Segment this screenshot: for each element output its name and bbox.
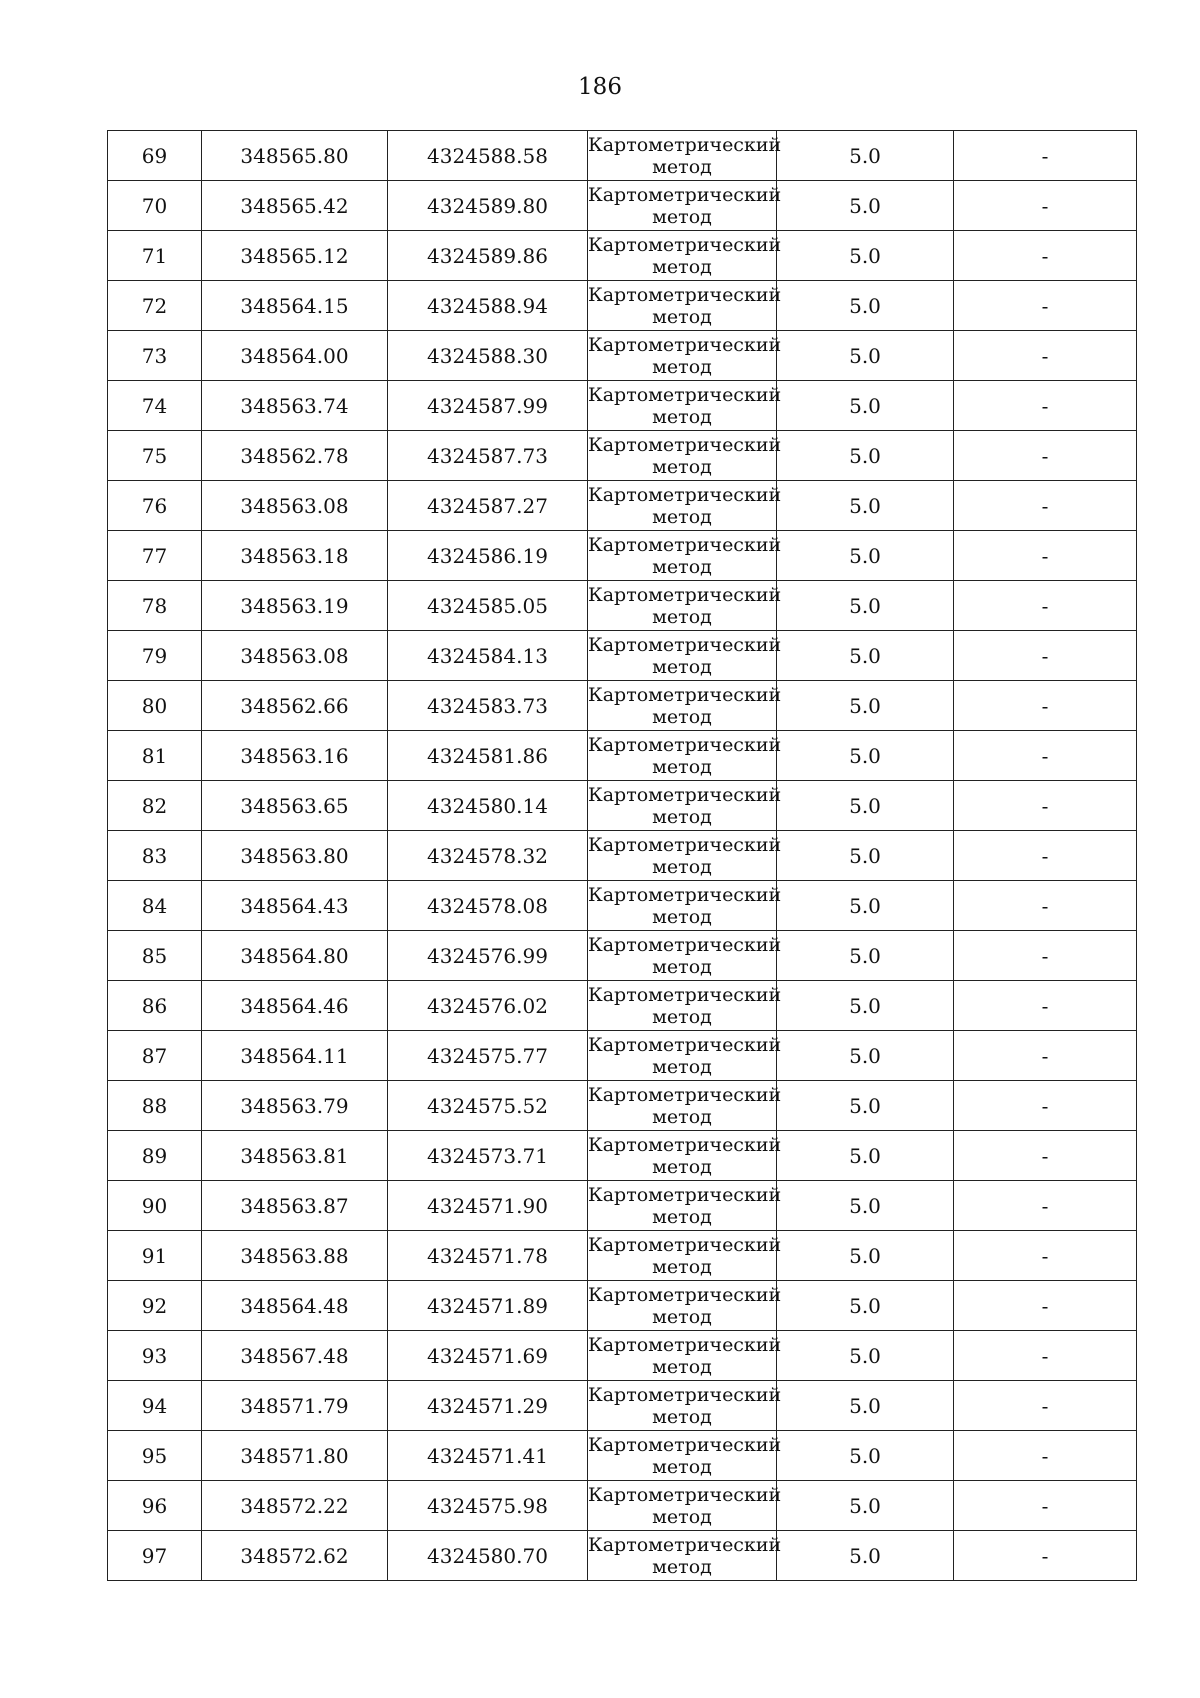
x-coordinate-cell: 348563.80: [202, 831, 388, 881]
method-cell: [588, 931, 782, 981]
method-line-2: метод: [652, 1506, 712, 1528]
method-line-1: Картометрический: [588, 1034, 782, 1056]
method-line-1: Картометрический: [588, 584, 782, 606]
table-row: [108, 281, 1137, 331]
table-row: [108, 581, 1137, 631]
table-row: [108, 931, 1137, 981]
accuracy-cell: 5.0: [777, 1231, 954, 1281]
table-row: [108, 1431, 1137, 1481]
point-number-cell: 78: [108, 581, 202, 631]
method-line-1: Картометрический: [588, 134, 782, 156]
note-cell: -: [954, 1181, 1137, 1231]
y-coordinate-cell: 4324571.29: [388, 1381, 588, 1431]
table-row: [108, 331, 1137, 381]
y-coordinate-cell: 4324575.52: [388, 1081, 588, 1131]
x-coordinate-cell: 348571.80: [202, 1431, 388, 1481]
method-line-1: Картометрический: [588, 1184, 782, 1206]
point-number-cell: 96: [108, 1481, 202, 1531]
accuracy-cell: 5.0: [777, 631, 954, 681]
note-cell: -: [954, 1131, 1137, 1181]
table-row: [108, 1531, 1137, 1581]
accuracy-cell: 5.0: [777, 731, 954, 781]
x-coordinate-cell: 348563.19: [202, 581, 388, 631]
method-line-2: метод: [652, 956, 712, 978]
accuracy-cell: 5.0: [777, 231, 954, 281]
point-number-cell: 82: [108, 781, 202, 831]
method-line-1: Картометрический: [588, 184, 782, 206]
method-line-1: Картометрический: [588, 1084, 782, 1106]
table-row: [108, 131, 1137, 181]
point-number-cell: 72: [108, 281, 202, 331]
point-number-cell: 75: [108, 431, 202, 481]
accuracy-cell: 5.0: [777, 1431, 954, 1481]
table-row: [108, 881, 1137, 931]
note-cell: -: [954, 1281, 1137, 1331]
method-line-1: Картометрический: [588, 1384, 782, 1406]
note-cell: -: [954, 231, 1137, 281]
y-coordinate-cell: 4324571.78: [388, 1231, 588, 1281]
point-number-cell: 79: [108, 631, 202, 681]
x-coordinate-cell: 348563.87: [202, 1181, 388, 1231]
method-line-2: метод: [652, 656, 712, 678]
x-coordinate-cell: 348563.79: [202, 1081, 388, 1131]
method-line-2: метод: [652, 1206, 712, 1228]
accuracy-cell: 5.0: [777, 181, 954, 231]
x-coordinate-cell: 348564.80: [202, 931, 388, 981]
method-cell: [588, 981, 782, 1031]
table-row: [108, 1331, 1137, 1381]
method-cell: [588, 1181, 782, 1231]
accuracy-cell: 5.0: [777, 681, 954, 731]
y-coordinate-cell: 4324586.19: [388, 531, 588, 581]
method-cell: [588, 181, 782, 231]
page-number: 186: [578, 74, 622, 100]
point-number-cell: 71: [108, 231, 202, 281]
method-line-1: Картометрический: [588, 984, 782, 1006]
y-coordinate-cell: 4324587.73: [388, 431, 588, 481]
method-cell: [588, 831, 782, 881]
method-line-2: метод: [652, 1356, 712, 1378]
method-line-1: Картометрический: [588, 684, 782, 706]
table-row: [108, 481, 1137, 531]
point-number-cell: 92: [108, 1281, 202, 1331]
y-coordinate-cell: 4324588.94: [388, 281, 588, 331]
point-number-cell: 94: [108, 1381, 202, 1431]
note-cell: -: [954, 1381, 1137, 1431]
table-row: [108, 431, 1137, 481]
note-cell: -: [954, 131, 1137, 181]
accuracy-cell: 5.0: [777, 831, 954, 881]
y-coordinate-cell: 4324588.58: [388, 131, 588, 181]
y-coordinate-cell: 4324578.08: [388, 881, 588, 931]
note-cell: -: [954, 1481, 1137, 1531]
accuracy-cell: 5.0: [777, 481, 954, 531]
point-number-cell: 80: [108, 681, 202, 731]
method-line-2: метод: [652, 506, 712, 528]
note-cell: -: [954, 1331, 1137, 1381]
accuracy-cell: 5.0: [777, 1281, 954, 1331]
method-line-1: Картометрический: [588, 434, 782, 456]
x-coordinate-cell: 348565.42: [202, 181, 388, 231]
note-cell: -: [954, 931, 1137, 981]
table-row: [108, 981, 1137, 1031]
method-cell: [588, 881, 782, 931]
method-line-1: Картометрический: [588, 884, 782, 906]
table-row: [108, 181, 1137, 231]
accuracy-cell: 5.0: [777, 781, 954, 831]
method-line-2: метод: [652, 1456, 712, 1478]
y-coordinate-cell: 4324584.13: [388, 631, 588, 681]
method-cell: [588, 1431, 782, 1481]
accuracy-cell: 5.0: [777, 981, 954, 1031]
method-line-1: Картометрический: [588, 1234, 782, 1256]
note-cell: -: [954, 381, 1137, 431]
method-line-2: метод: [652, 306, 712, 328]
method-line-1: Картометрический: [588, 284, 782, 306]
y-coordinate-cell: 4324578.32: [388, 831, 588, 881]
method-line-2: метод: [652, 1556, 712, 1578]
y-coordinate-cell: 4324571.69: [388, 1331, 588, 1381]
method-line-2: метод: [652, 606, 712, 628]
method-cell: [588, 481, 782, 531]
method-line-1: Картометрический: [588, 484, 782, 506]
note-cell: -: [954, 1031, 1137, 1081]
method-line-2: метод: [652, 1006, 712, 1028]
method-line-2: метод: [652, 456, 712, 478]
method-line-2: метод: [652, 406, 712, 428]
point-number-cell: 73: [108, 331, 202, 381]
point-number-cell: 81: [108, 731, 202, 781]
method-line-2: метод: [652, 806, 712, 828]
method-cell: [588, 631, 782, 681]
method-cell: [588, 231, 782, 281]
note-cell: -: [954, 1531, 1137, 1581]
method-cell: [588, 1331, 782, 1381]
method-cell: [588, 431, 782, 481]
x-coordinate-cell: 348564.11: [202, 1031, 388, 1081]
method-line-2: метод: [652, 206, 712, 228]
note-cell: -: [954, 881, 1137, 931]
accuracy-cell: 5.0: [777, 531, 954, 581]
accuracy-cell: 5.0: [777, 1481, 954, 1531]
table-row: [108, 531, 1137, 581]
method-line-1: Картометрический: [588, 634, 782, 656]
method-line-2: метод: [652, 1056, 712, 1078]
point-number-cell: 85: [108, 931, 202, 981]
method-cell: [588, 1381, 782, 1431]
point-number-cell: 86: [108, 981, 202, 1031]
point-number-cell: 97: [108, 1531, 202, 1581]
method-line-2: метод: [652, 1156, 712, 1178]
x-coordinate-cell: 348562.66: [202, 681, 388, 731]
point-number-cell: 93: [108, 1331, 202, 1381]
point-number-cell: 69: [108, 131, 202, 181]
coordinates-table: [107, 130, 1137, 1581]
y-coordinate-cell: 4324573.71: [388, 1131, 588, 1181]
x-coordinate-cell: 348571.79: [202, 1381, 388, 1431]
y-coordinate-cell: 4324588.30: [388, 331, 588, 381]
point-number-cell: 95: [108, 1431, 202, 1481]
x-coordinate-cell: 348563.74: [202, 381, 388, 431]
method-line-1: Картометрический: [588, 1134, 782, 1156]
method-line-2: метод: [652, 756, 712, 778]
note-cell: -: [954, 1231, 1137, 1281]
x-coordinate-cell: 348563.88: [202, 1231, 388, 1281]
accuracy-cell: 5.0: [777, 931, 954, 981]
accuracy-cell: 5.0: [777, 381, 954, 431]
method-line-2: метод: [652, 1406, 712, 1428]
table-row: [108, 631, 1137, 681]
note-cell: -: [954, 681, 1137, 731]
y-coordinate-cell: 4324580.14: [388, 781, 588, 831]
method-cell: [588, 131, 782, 181]
method-cell: [588, 781, 782, 831]
note-cell: -: [954, 181, 1137, 231]
method-cell: [588, 1081, 782, 1131]
note-cell: -: [954, 731, 1137, 781]
point-number-cell: 89: [108, 1131, 202, 1181]
point-number-cell: 84: [108, 881, 202, 931]
x-coordinate-cell: 348564.48: [202, 1281, 388, 1331]
method-line-1: Картометрический: [588, 834, 782, 856]
note-cell: -: [954, 531, 1137, 581]
x-coordinate-cell: 348563.81: [202, 1131, 388, 1181]
x-coordinate-cell: 348572.62: [202, 1531, 388, 1581]
point-number-cell: 87: [108, 1031, 202, 1081]
x-coordinate-cell: 348563.16: [202, 731, 388, 781]
point-number-cell: 90: [108, 1181, 202, 1231]
method-line-1: Картометрический: [588, 534, 782, 556]
x-coordinate-cell: 348564.15: [202, 281, 388, 331]
x-coordinate-cell: 348565.80: [202, 131, 388, 181]
method-cell: [588, 681, 782, 731]
method-cell: [588, 531, 782, 581]
y-coordinate-cell: 4324580.70: [388, 1531, 588, 1581]
method-cell: [588, 1531, 782, 1581]
note-cell: -: [954, 431, 1137, 481]
method-line-2: метод: [652, 706, 712, 728]
accuracy-cell: 5.0: [777, 1081, 954, 1131]
table-row: [108, 231, 1137, 281]
method-line-1: Картометрический: [588, 334, 782, 356]
method-line-2: метод: [652, 906, 712, 928]
x-coordinate-cell: 348564.46: [202, 981, 388, 1031]
method-line-2: метод: [652, 1106, 712, 1128]
table-row: [108, 1381, 1137, 1431]
method-line-2: метод: [652, 556, 712, 578]
method-cell: [588, 1281, 782, 1331]
point-number-cell: 70: [108, 181, 202, 231]
note-cell: -: [954, 581, 1137, 631]
point-number-cell: 91: [108, 1231, 202, 1281]
accuracy-cell: 5.0: [777, 1331, 954, 1381]
y-coordinate-cell: 4324587.27: [388, 481, 588, 531]
accuracy-cell: 5.0: [777, 1531, 954, 1581]
accuracy-cell: 5.0: [777, 331, 954, 381]
method-cell: [588, 581, 782, 631]
y-coordinate-cell: 4324575.77: [388, 1031, 588, 1081]
x-coordinate-cell: 348562.78: [202, 431, 388, 481]
point-number-cell: 83: [108, 831, 202, 881]
method-line-2: метод: [652, 856, 712, 878]
point-number-cell: 88: [108, 1081, 202, 1131]
method-line-1: Картометрический: [588, 234, 782, 256]
y-coordinate-cell: 4324576.02: [388, 981, 588, 1031]
x-coordinate-cell: 348565.12: [202, 231, 388, 281]
note-cell: -: [954, 981, 1137, 1031]
method-cell: [588, 1131, 782, 1181]
note-cell: -: [954, 281, 1137, 331]
accuracy-cell: 5.0: [777, 581, 954, 631]
accuracy-cell: 5.0: [777, 1381, 954, 1431]
method-line-2: метод: [652, 1306, 712, 1328]
method-cell: [588, 731, 782, 781]
method-cell: [588, 381, 782, 431]
table-row: [108, 831, 1137, 881]
note-cell: -: [954, 1081, 1137, 1131]
method-cell: [588, 331, 782, 381]
y-coordinate-cell: 4324581.86: [388, 731, 588, 781]
method-cell: [588, 1481, 782, 1531]
table-row: [108, 1231, 1137, 1281]
method-cell: [588, 1231, 782, 1281]
method-cell: [588, 1031, 782, 1081]
y-coordinate-cell: 4324575.98: [388, 1481, 588, 1531]
method-line-1: Картометрический: [588, 1334, 782, 1356]
y-coordinate-cell: 4324589.80: [388, 181, 588, 231]
note-cell: -: [954, 1431, 1137, 1481]
accuracy-cell: 5.0: [777, 131, 954, 181]
accuracy-cell: 5.0: [777, 431, 954, 481]
note-cell: -: [954, 781, 1137, 831]
accuracy-cell: 5.0: [777, 881, 954, 931]
table-row: [108, 1181, 1137, 1231]
method-line-1: Картометрический: [588, 1484, 782, 1506]
table-row: [108, 1081, 1137, 1131]
point-number-cell: 74: [108, 381, 202, 431]
method-line-1: Картометрический: [588, 934, 782, 956]
accuracy-cell: 5.0: [777, 1131, 954, 1181]
x-coordinate-cell: 348572.22: [202, 1481, 388, 1531]
table-row: [108, 1281, 1137, 1331]
y-coordinate-cell: 4324589.86: [388, 231, 588, 281]
note-cell: -: [954, 331, 1137, 381]
accuracy-cell: 5.0: [777, 1031, 954, 1081]
table-row: [108, 381, 1137, 431]
table-row: [108, 781, 1137, 831]
method-line-1: Картометрический: [588, 1284, 782, 1306]
method-line-1: Картометрический: [588, 734, 782, 756]
point-number-cell: 77: [108, 531, 202, 581]
method-line-1: Картометрический: [588, 1534, 782, 1556]
y-coordinate-cell: 4324587.99: [388, 381, 588, 431]
x-coordinate-cell: 348563.08: [202, 631, 388, 681]
y-coordinate-cell: 4324576.99: [388, 931, 588, 981]
accuracy-cell: 5.0: [777, 1181, 954, 1231]
table-row: [108, 1031, 1137, 1081]
table-row: [108, 1131, 1137, 1181]
y-coordinate-cell: 4324571.90: [388, 1181, 588, 1231]
table-row: [108, 731, 1137, 781]
y-coordinate-cell: 4324571.89: [388, 1281, 588, 1331]
note-cell: -: [954, 481, 1137, 531]
x-coordinate-cell: 348564.43: [202, 881, 388, 931]
x-coordinate-cell: 348563.18: [202, 531, 388, 581]
coordinates-table-body: [108, 131, 1137, 1581]
method-line-2: метод: [652, 256, 712, 278]
y-coordinate-cell: 4324571.41: [388, 1431, 588, 1481]
y-coordinate-cell: 4324585.05: [388, 581, 588, 631]
method-line-1: Картометрический: [588, 1434, 782, 1456]
x-coordinate-cell: 348563.65: [202, 781, 388, 831]
note-cell: -: [954, 831, 1137, 881]
y-coordinate-cell: 4324583.73: [388, 681, 588, 731]
method-line-1: Картометрический: [588, 784, 782, 806]
method-line-2: метод: [652, 156, 712, 178]
x-coordinate-cell: 348567.48: [202, 1331, 388, 1381]
method-line-2: метод: [652, 1256, 712, 1278]
method-cell: [588, 281, 782, 331]
method-line-1: Картометрический: [588, 384, 782, 406]
table-row: [108, 1481, 1137, 1531]
table-row: [108, 681, 1137, 731]
x-coordinate-cell: 348564.00: [202, 331, 388, 381]
x-coordinate-cell: 348563.08: [202, 481, 388, 531]
note-cell: -: [954, 631, 1137, 681]
accuracy-cell: 5.0: [777, 281, 954, 331]
point-number-cell: 76: [108, 481, 202, 531]
method-line-2: метод: [652, 356, 712, 378]
